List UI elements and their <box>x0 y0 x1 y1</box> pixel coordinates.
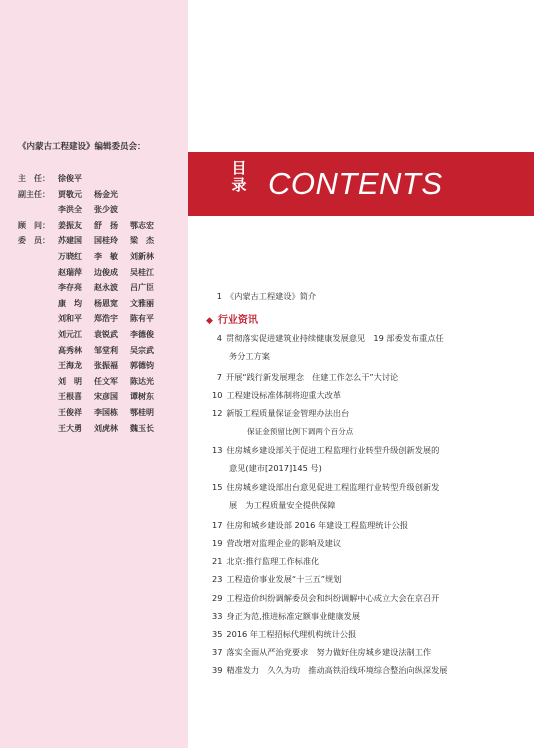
member-name: 李德俊 <box>130 329 154 339</box>
member-name: 王大勇 <box>58 423 82 433</box>
toc-title: 北京:推行监理工作标准化 <box>226 556 320 566</box>
member-name: 李洪全 <box>58 205 82 215</box>
toc-page-number: 39 <box>212 665 223 675</box>
member-name: 鄂志宏 <box>130 220 154 230</box>
member-name: 刘和平 <box>58 314 82 324</box>
member-name: 任文军 <box>94 376 118 386</box>
member-name: 谭树东 <box>130 392 154 402</box>
toc-title: 2016 年工程招标代理机构统计公报 <box>226 629 357 639</box>
member-name: 郑浩宇 <box>94 314 118 324</box>
member-name: 鄂桂明 <box>130 407 154 417</box>
member-name: 郭德钧 <box>130 361 154 371</box>
toc-page-number: 35 <box>212 629 223 639</box>
member-name: 陈达光 <box>130 376 154 386</box>
toc-title: 身正为范,推进标准定额事业健康发展 <box>226 611 361 621</box>
member-name: 赵瑞萍 <box>58 267 82 277</box>
toc-item <box>212 333 444 344</box>
member-name: 万晓红 <box>58 251 82 261</box>
member-name: 赵永波 <box>94 283 118 293</box>
role-label: 顾 问： <box>18 220 50 230</box>
member-name: 吴桂江 <box>130 267 154 277</box>
toc-title: 住房城乡建设部关于促进工程监理行业转型升级创新发展的 <box>226 445 440 455</box>
member-name: 杨恩宽 <box>94 298 118 308</box>
toc-item <box>212 556 319 567</box>
toc-page-number: 15 <box>212 482 223 492</box>
toc-item <box>212 291 316 302</box>
toc-item <box>212 520 408 531</box>
member-name: 李国栋 <box>94 407 118 417</box>
member-name: 张少波 <box>94 205 118 215</box>
diamond-icon: ◆ <box>206 316 213 326</box>
toc-page-number: 7 <box>216 372 222 382</box>
member-name: 王海龙 <box>58 361 82 371</box>
member-name: 宋彦国 <box>94 392 118 402</box>
toc-page-number: 10 <box>212 390 223 400</box>
toc-item <box>212 408 349 419</box>
member-name: 李存亮 <box>58 283 82 293</box>
member-name: 苏建国 <box>58 236 82 246</box>
member-name: 刘新林 <box>130 251 154 261</box>
toc-item <box>212 372 398 383</box>
member-name: 徐俊平 <box>58 174 82 183</box>
member-name: 吕广臣 <box>130 283 154 293</box>
toc-page-number: 37 <box>212 647 223 657</box>
member-name: 陈有平 <box>130 314 154 324</box>
member-name: 姜振友 <box>58 220 82 230</box>
member-name: 杨金光 <box>94 189 118 199</box>
member-name: 王俊祥 <box>58 407 82 417</box>
toc-title: 精准发力 久久为功 推动高铁沿线环境综合整治向纵深发展 <box>226 665 448 675</box>
toc-item <box>212 574 341 585</box>
member-name: 刘虎林 <box>94 423 118 433</box>
member-name: 高秀林 <box>58 345 82 355</box>
toc-title: 工程造价事业发展“十三五”规划 <box>226 574 342 584</box>
section-title: 行业资讯 <box>217 315 258 326</box>
member-name: 张振福 <box>94 361 118 371</box>
member-name: 袁锐武 <box>94 329 118 339</box>
toc-title: 工程造价纠纷调解委员会和纠纷调解中心成立大会在京召开 <box>226 593 440 603</box>
toc-title: 住房城乡建设部出台意见促进工程监理行业转型升级创新发 <box>226 482 440 492</box>
contents-cn-title <box>230 160 248 194</box>
toc-page-number: 23 <box>212 574 223 584</box>
toc-title-continuation: 展 为工程质量安全提供保障 <box>229 500 336 510</box>
toc-subtitle: 保证金预留比例下调两个百分点 <box>247 427 354 436</box>
role-label: 副主任： <box>18 189 50 199</box>
role-label: 委 员： <box>18 236 50 246</box>
toc-item <box>212 538 341 549</box>
toc-page-number: 13 <box>212 445 223 455</box>
toc-title: 贯彻落实促进建筑业持续健康发展意见 19 部委发布重点任 <box>226 333 444 343</box>
member-name: 邹堂利 <box>94 345 118 355</box>
toc-page-number: 33 <box>212 611 223 621</box>
toc-item <box>212 593 439 604</box>
member-name: 王根喜 <box>58 392 82 402</box>
member-name: 边俊成 <box>94 267 118 277</box>
toc-item <box>212 390 341 401</box>
section-heading <box>206 311 258 326</box>
toc-title: 新版工程质量保证金管理办法出台 <box>226 408 350 418</box>
toc-title: 营改增对监理企业的影响及建议 <box>226 538 342 548</box>
toc-title: 《内蒙古工程建设》简介 <box>226 291 317 301</box>
member-name: 贾敬元 <box>58 189 82 199</box>
member-name: 舒 扬 <box>94 220 118 230</box>
member-name: 刘 明 <box>58 376 82 386</box>
toc-item <box>212 629 356 640</box>
member-name: 刘元江 <box>58 329 82 339</box>
member-name: 国桂玲 <box>94 236 118 246</box>
contents-en-title: CONTENTS <box>268 166 443 201</box>
member-name: 梁 杰 <box>130 236 154 246</box>
toc-title: 落实全面从严治党要求 努力做好住房城乡建设法制工作 <box>226 647 432 657</box>
toc-page-number: 1 <box>216 291 222 301</box>
toc-page-number: 4 <box>216 333 222 343</box>
member-name: 文雅丽 <box>130 298 154 308</box>
toc-item <box>212 482 439 493</box>
member-name: 魏玉长 <box>130 423 154 433</box>
member-name: 李 敏 <box>94 251 118 261</box>
contents-banner <box>188 152 534 216</box>
toc-title-continuation: 务分工方案 <box>229 351 270 361</box>
toc-page-number: 21 <box>212 556 223 566</box>
toc-page-number: 19 <box>212 538 223 548</box>
member-name: 康 均 <box>58 298 82 308</box>
toc-page-number: 17 <box>212 520 223 530</box>
committee-title: 《内蒙古工程建设》编辑委员会： <box>18 142 146 152</box>
toc-title: 工程建设标准体制将迎重大改革 <box>226 390 342 400</box>
toc-item <box>212 665 448 676</box>
member-name: 吴宗武 <box>130 345 154 355</box>
contents-cn-char: 目 <box>231 159 247 177</box>
toc-item <box>212 445 439 456</box>
toc-title: 住房和城乡建设部 2016 年建设工程监理统计公报 <box>226 520 409 530</box>
toc-page-number: 12 <box>212 408 223 418</box>
toc-title: 开展“践行新发展理念 住建工作怎么干”大讨论 <box>226 372 399 382</box>
toc-title-continuation: 意见(建市[2017]145 号) <box>229 463 322 473</box>
toc-page-number: 29 <box>212 593 223 603</box>
contents-cn-char: 录 <box>231 176 247 194</box>
toc-item <box>212 647 431 658</box>
role-label: 主 任： <box>18 174 50 183</box>
toc-item <box>212 611 360 622</box>
